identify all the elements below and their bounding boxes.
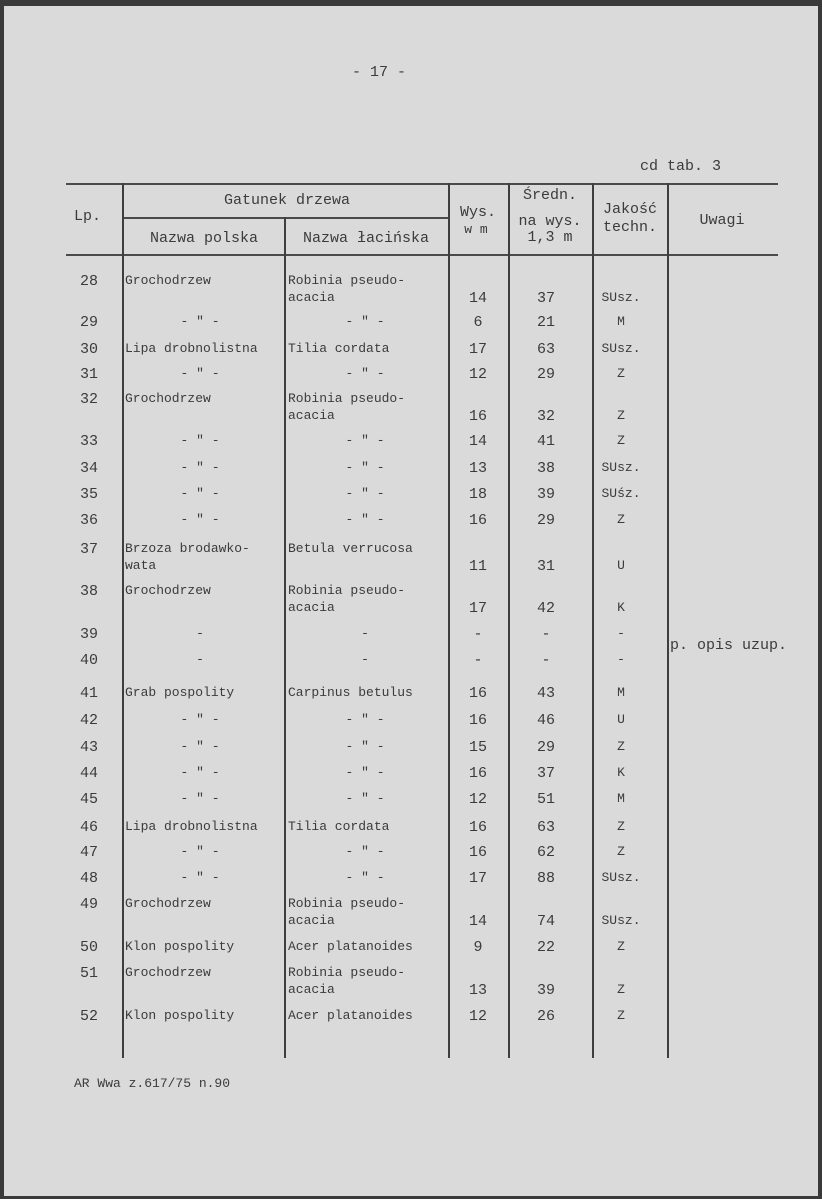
header-polish-name: Nazwa polska bbox=[149, 230, 259, 247]
archive-reference: AR Wwa z.617/75 n.90 bbox=[74, 1076, 231, 1091]
row-number: 50 bbox=[80, 939, 99, 956]
latin-name-continued: acacia bbox=[288, 913, 335, 928]
header-subrule bbox=[123, 217, 448, 219]
height-value: 14 bbox=[468, 433, 488, 450]
latin-name: Robinia pseudo- bbox=[288, 965, 406, 980]
quality-value: U bbox=[617, 558, 625, 573]
height-value: 18 bbox=[468, 486, 488, 503]
polish-name: Klon pospolity bbox=[125, 939, 235, 954]
latin-name: Robinia pseudo- bbox=[288, 273, 406, 288]
quality-value: Z bbox=[617, 739, 625, 754]
height-value: 11 bbox=[468, 558, 488, 575]
quality-value: Z bbox=[617, 1008, 625, 1023]
latin-name: Robinia pseudo- bbox=[288, 896, 406, 911]
quality-value: U bbox=[617, 712, 625, 727]
header-quality-tech: techn. bbox=[602, 219, 658, 236]
polish-name: Brzoza brodawko- bbox=[125, 541, 250, 556]
row-number: 45 bbox=[80, 791, 99, 808]
quality-value: Z bbox=[617, 982, 625, 997]
quality-value: Z bbox=[617, 939, 625, 954]
latin-name-continued: acacia bbox=[288, 290, 335, 305]
height-value: 9 bbox=[473, 939, 483, 956]
latin-name: Betula verrucosa bbox=[288, 541, 413, 556]
diameter-value: 41 bbox=[536, 433, 556, 450]
latin-name: - bbox=[361, 626, 369, 641]
height-value: 12 bbox=[468, 1008, 488, 1025]
quality-value: SUsz. bbox=[601, 460, 641, 475]
row-number: 44 bbox=[80, 765, 99, 782]
polish-name: Grochodrzew bbox=[125, 965, 211, 980]
height-value: 13 bbox=[468, 982, 488, 999]
diameter-value: 63 bbox=[536, 819, 556, 836]
latin-name: - " - bbox=[345, 765, 385, 780]
polish-name: - bbox=[196, 626, 204, 641]
latin-name: - " - bbox=[345, 486, 385, 501]
polish-name: - " - bbox=[180, 791, 220, 806]
row-number: 51 bbox=[80, 965, 99, 982]
header-quality: Jakość bbox=[602, 201, 658, 218]
row-number: 49 bbox=[80, 896, 99, 913]
page-number: - 17 - bbox=[352, 64, 407, 81]
column-divider bbox=[284, 217, 286, 1058]
polish-name: Grochodrzew bbox=[125, 896, 211, 911]
row-number: 52 bbox=[80, 1008, 99, 1025]
quality-value: M bbox=[617, 685, 625, 700]
polish-name: Lipa drobnolistna bbox=[125, 819, 258, 834]
diameter-value: 21 bbox=[536, 314, 556, 331]
header-height: Wys. bbox=[459, 204, 497, 221]
latin-name: - " - bbox=[345, 844, 385, 859]
quality-value: K bbox=[617, 765, 625, 780]
latin-name-continued: acacia bbox=[288, 408, 335, 423]
polish-name: - " - bbox=[180, 486, 220, 501]
quality-value: - bbox=[617, 652, 625, 667]
column-divider bbox=[508, 183, 510, 1058]
row-number: 47 bbox=[80, 844, 99, 861]
table-top-rule bbox=[66, 183, 778, 185]
quality-value: Z bbox=[617, 366, 625, 381]
height-value: 13 bbox=[468, 460, 488, 477]
diameter-value: 37 bbox=[536, 290, 556, 307]
polish-name: - " - bbox=[180, 712, 220, 727]
height-value: 16 bbox=[468, 844, 488, 861]
quality-value: SUsz. bbox=[601, 341, 641, 356]
height-value: 14 bbox=[468, 913, 488, 930]
diameter-value: 63 bbox=[536, 341, 556, 358]
row-number: 34 bbox=[80, 460, 99, 477]
column-divider bbox=[667, 183, 669, 1058]
diameter-value: 22 bbox=[536, 939, 556, 956]
polish-name: - " - bbox=[180, 512, 220, 527]
height-value: 16 bbox=[468, 685, 488, 702]
table-caption: cd tab. 3 bbox=[640, 158, 722, 175]
row-number: 29 bbox=[80, 314, 99, 331]
row-number: 37 bbox=[80, 541, 99, 558]
latin-name: Tilia cordata bbox=[288, 341, 390, 356]
row-number: 40 bbox=[80, 652, 99, 669]
row-number: 32 bbox=[80, 391, 99, 408]
polish-name: - bbox=[196, 652, 204, 667]
row-number: 46 bbox=[80, 819, 99, 836]
height-value: 12 bbox=[468, 791, 488, 808]
row-number: 35 bbox=[80, 486, 99, 503]
quality-value: SUsz. bbox=[601, 870, 641, 885]
height-value: 6 bbox=[473, 314, 483, 331]
height-value: 17 bbox=[468, 341, 488, 358]
latin-name-continued: acacia bbox=[288, 600, 335, 615]
quality-value: SUsz. bbox=[601, 913, 641, 928]
height-value: - bbox=[473, 626, 483, 643]
row-number: 33 bbox=[80, 433, 99, 450]
quality-value: Z bbox=[617, 433, 625, 448]
diameter-value: 74 bbox=[536, 913, 556, 930]
quality-value: M bbox=[617, 314, 625, 329]
polish-name: - " - bbox=[180, 739, 220, 754]
header-diameter-at: na wys. bbox=[518, 213, 582, 230]
header-lp: Lp. bbox=[74, 208, 102, 225]
polish-name: - " - bbox=[180, 765, 220, 780]
quality-value: SUsz. bbox=[601, 290, 641, 305]
latin-name: Robinia pseudo- bbox=[288, 583, 406, 598]
header-height-unit: w m bbox=[464, 222, 488, 237]
row-number: 48 bbox=[80, 870, 99, 887]
row-number: 43 bbox=[80, 739, 99, 756]
polish-name: Grochodrzew bbox=[125, 273, 211, 288]
quality-value: SUśz. bbox=[601, 486, 641, 501]
polish-name: Grab pospolity bbox=[125, 685, 235, 700]
diameter-value: 29 bbox=[536, 739, 556, 756]
polish-name: - " - bbox=[180, 870, 220, 885]
latin-name: - " - bbox=[345, 460, 385, 475]
diameter-value: 42 bbox=[536, 600, 556, 617]
header-diameter: Średn. bbox=[522, 187, 578, 204]
polish-name: - " - bbox=[180, 366, 220, 381]
latin-name: - " - bbox=[345, 739, 385, 754]
latin-name: - " - bbox=[345, 870, 385, 885]
height-value: 16 bbox=[468, 765, 488, 782]
height-value: 12 bbox=[468, 366, 488, 383]
row-number: 28 bbox=[80, 273, 99, 290]
diameter-value: 37 bbox=[536, 765, 556, 782]
latin-name: - " - bbox=[345, 712, 385, 727]
polish-name: - " - bbox=[180, 433, 220, 448]
diameter-value: 38 bbox=[536, 460, 556, 477]
header-diameter-height: 1,3 m bbox=[527, 229, 573, 246]
quality-value: Z bbox=[617, 819, 625, 834]
height-value: 16 bbox=[468, 512, 488, 529]
diameter-value: 29 bbox=[536, 366, 556, 383]
column-divider bbox=[448, 183, 450, 1058]
quality-value: K bbox=[617, 600, 625, 615]
height-value: 17 bbox=[468, 870, 488, 887]
quality-value: Z bbox=[617, 408, 625, 423]
height-value: 16 bbox=[468, 819, 488, 836]
polish-name: - " - bbox=[180, 460, 220, 475]
diameter-value: 51 bbox=[536, 791, 556, 808]
height-value: 14 bbox=[468, 290, 488, 307]
polish-name: Grochodrzew bbox=[125, 391, 211, 406]
polish-name-continued: wata bbox=[125, 558, 157, 573]
row-number: 30 bbox=[80, 341, 99, 358]
row-number: 42 bbox=[80, 712, 99, 729]
row-number: 39 bbox=[80, 626, 99, 643]
latin-name: Acer platanoides bbox=[288, 1008, 413, 1023]
row-number: 36 bbox=[80, 512, 99, 529]
diameter-value: 43 bbox=[536, 685, 556, 702]
quality-value: - bbox=[617, 626, 625, 641]
latin-name: - " - bbox=[345, 791, 385, 806]
column-divider bbox=[592, 183, 594, 1058]
header-latin-name: Nazwa łacińska bbox=[302, 230, 430, 247]
latin-name: - " - bbox=[345, 366, 385, 381]
diameter-value: 39 bbox=[536, 982, 556, 999]
diameter-value: - bbox=[541, 626, 551, 643]
diameter-value: 46 bbox=[536, 712, 556, 729]
diameter-value: 29 bbox=[536, 512, 556, 529]
polish-name: Lipa drobnolistna bbox=[125, 341, 258, 356]
latin-name: Robinia pseudo- bbox=[288, 391, 406, 406]
header-bottom-rule bbox=[66, 254, 778, 256]
latin-name: - " - bbox=[345, 314, 385, 329]
diameter-value: 62 bbox=[536, 844, 556, 861]
height-value: 17 bbox=[468, 600, 488, 617]
diameter-value: 31 bbox=[536, 558, 556, 575]
height-value: 15 bbox=[468, 739, 488, 756]
header-species: Gatunek drzewa bbox=[223, 192, 351, 209]
row-number: 41 bbox=[80, 685, 99, 702]
latin-name: - bbox=[361, 652, 369, 667]
latin-name: Tilia cordata bbox=[288, 819, 390, 834]
latin-name: Acer platanoides bbox=[288, 939, 413, 954]
height-value: 16 bbox=[468, 712, 488, 729]
diameter-value: - bbox=[541, 652, 551, 669]
row-number: 38 bbox=[80, 583, 99, 600]
latin-name-continued: acacia bbox=[288, 982, 335, 997]
height-value: 16 bbox=[468, 408, 488, 425]
latin-name: Carpinus betulus bbox=[288, 685, 413, 700]
diameter-value: 88 bbox=[536, 870, 556, 887]
latin-name: - " - bbox=[345, 433, 385, 448]
polish-name: Klon pospolity bbox=[125, 1008, 235, 1023]
latin-name: - " - bbox=[345, 512, 385, 527]
quality-value: Z bbox=[617, 512, 625, 527]
polish-name: Grochodrzew bbox=[125, 583, 211, 598]
remark-supplementary-description: p. opis uzup. bbox=[670, 637, 788, 654]
diameter-value: 39 bbox=[536, 486, 556, 503]
diameter-value: 26 bbox=[536, 1008, 556, 1025]
row-number: 31 bbox=[80, 366, 99, 383]
polish-name: - " - bbox=[180, 844, 220, 859]
quality-value: Z bbox=[617, 844, 625, 859]
quality-value: M bbox=[617, 791, 625, 806]
column-divider bbox=[122, 183, 124, 1058]
polish-name: - " - bbox=[180, 314, 220, 329]
diameter-value: 32 bbox=[536, 408, 556, 425]
height-value: - bbox=[473, 652, 483, 669]
header-remarks: Uwagi bbox=[699, 212, 745, 229]
